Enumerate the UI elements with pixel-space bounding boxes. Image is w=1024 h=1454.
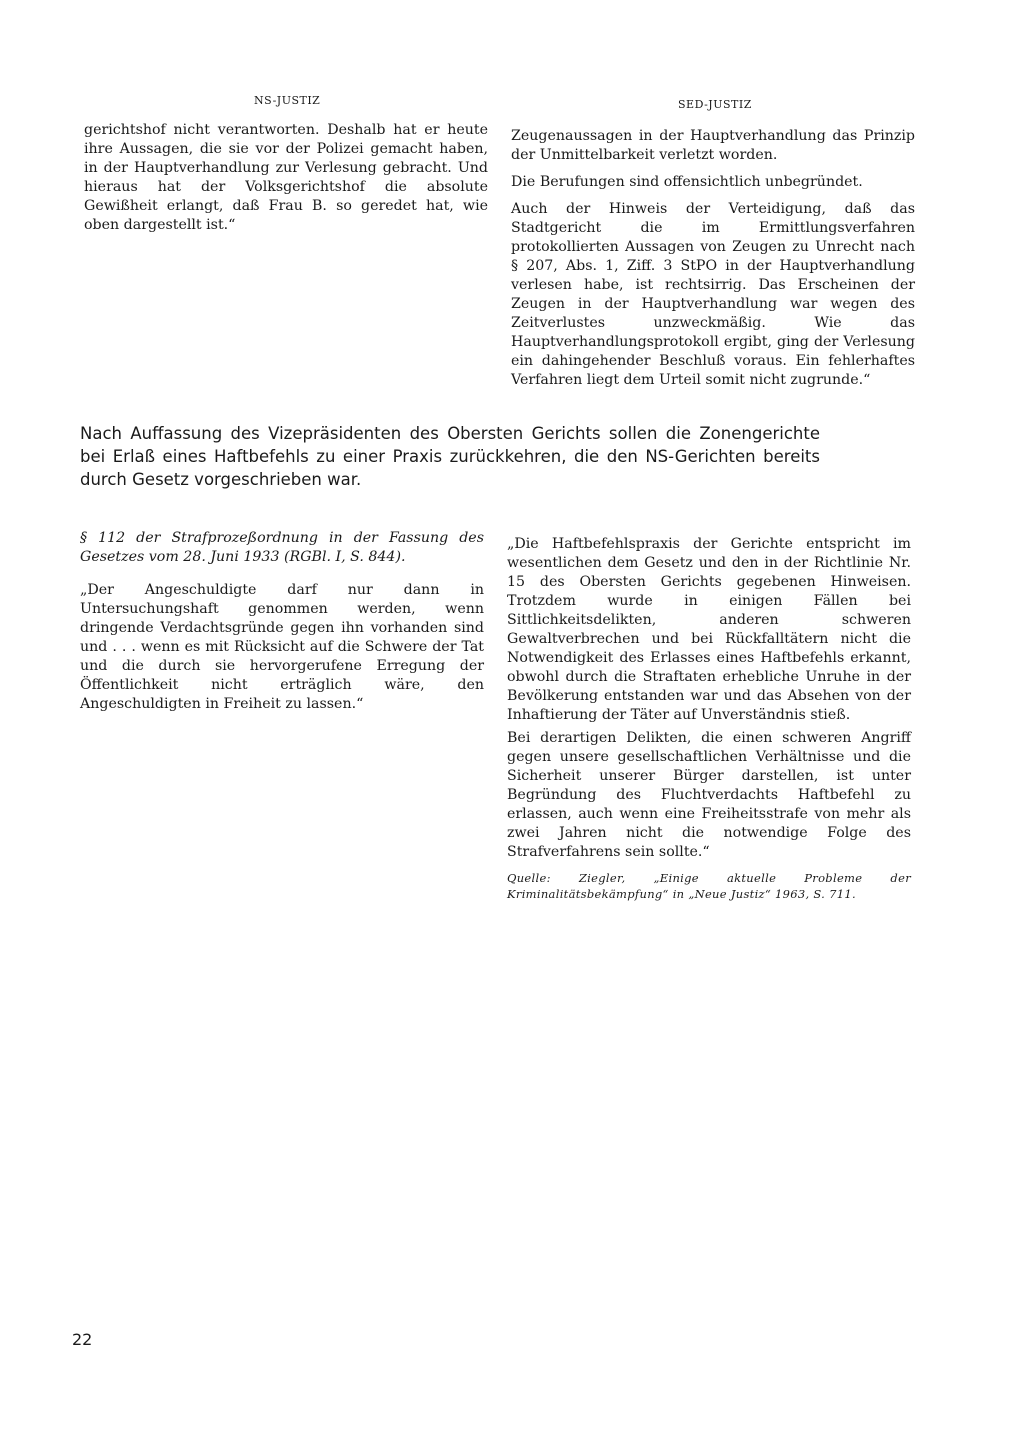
column-header-sed-justiz: SED-JUSTIZ	[678, 98, 752, 111]
bottom-right-paragraph-2: Bei derartigen Delikten, die einen schweren Angriff gegen unsere gesellschaftlichen Verhältnisse und die Sicherheit unserer Bürger darstellen, ist unter Begründung des Fluchtverdachts Haftbefehl zu erlassen, auch wenn eine Freiheitsstrafe von mehr als zwei Jahren nicht die notwendige Folge des Strafverfahrens sein sollte.“	[507, 730, 911, 860]
source-citation: Quelle: Ziegler, „Einige aktuelle Probleme der Kriminalitätsbekämpfung“ in „Neue Justiz“ 1963, S. 711.	[507, 871, 911, 901]
main-commentary-text: Nach Auffassung des Vizepräsidenten des Obersten Gerichts sollen die Zonengerichte bei Erlaß eines Haftbefehls zu einer Praxis zurückkehren, die den NS-Gerichten bereits durch Gesetz vorgeschrieben war.	[80, 424, 820, 489]
page-number: 22	[72, 1330, 93, 1349]
bottom-right-paragraph-1: „Die Haftbefehlspraxis der Gerichte entspricht im wesentlichen dem Gesetz und den in der Richtlinie Nr. 15 des Obersten Gerichts gegebenen Hinweisen. Trotzdem wurde in einigen Fällen bei Sittlichkeitsdelikten, anderen schweren Gewaltverbrechen und bei Rückfalltätern nicht die Notwendigkeit des Erlasses eines Haftbefehls erkannt, obwohl durch die Straftaten erhebliche Unruhe in der Bevölkerung entstanden war und das Absehen von der Inhaftierung der Täter auf Unverständnis stieß.	[507, 536, 911, 723]
law-quote: „Der Angeschuldigte darf nur dann in Untersuchungshaft genommen werden, wenn dringende Verdachtsgründe gegen ihn vorhanden sind und . . . wenn es mit Rücksicht auf die Schwere der Tat und die durch sie hervorgerufene Erregung der Öffentlichkeit nicht erträglich wäre, den Angeschuldigten in Freiheit zu lassen.“	[80, 582, 484, 712]
top-right-column	[511, 127, 915, 398]
column-header-ns-justiz: NS-JUSTIZ	[254, 94, 321, 107]
bottom-right-column	[507, 535, 911, 910]
top-left-column	[84, 121, 488, 243]
top-right-paragraph-2: Die Berufungen sind offensichtlich unbegründet.	[511, 174, 863, 190]
law-citation-heading: § 112 der Strafprozeßordnung in der Fassung des Gesetzes vom 28. Juni 1933 (RGBl. I, S. 844).	[80, 530, 484, 565]
bottom-left-column	[80, 529, 484, 722]
top-right-paragraph-1: Zeugenaussagen in der Hauptverhandlung das Prinzip der Unmittelbarkeit verletzt worden.	[511, 128, 915, 163]
top-right-paragraph-3: Auch der Hinweis der Verteidigung, daß das Stadtgericht die im Ermittlungsverfahren protokollierten Aussagen von Zeugen zu Unrecht nach § 207, Abs. 1, Ziff. 3 StPO in der Hauptverhandlung verlesen habe, ist rechtsirrig. Das Erscheinen der Zeugen in der Hauptverhandlung war wegen des Zeitverlustes unzweckmäßig. Wie das Hauptverhandlungsprotokoll ergibt, ging der Verlesung ein dahingehender Beschluß voraus. Ein fehlerhaftes Verfahren liegt dem Urteil somit nicht zugrunde.“	[511, 201, 915, 388]
top-left-paragraph: gerichtshof nicht verantworten. Deshalb hat er heute ihre Aussagen, die sie vor der Polizei gemacht haben, in der Hauptverhandlung zur Verlesung gebracht. Und hieraus hat der Volksgerichtshof die absolute Gewißheit erlangt, daß Frau B. so geredet hat, wie oben dargestellt ist.“	[84, 122, 488, 233]
